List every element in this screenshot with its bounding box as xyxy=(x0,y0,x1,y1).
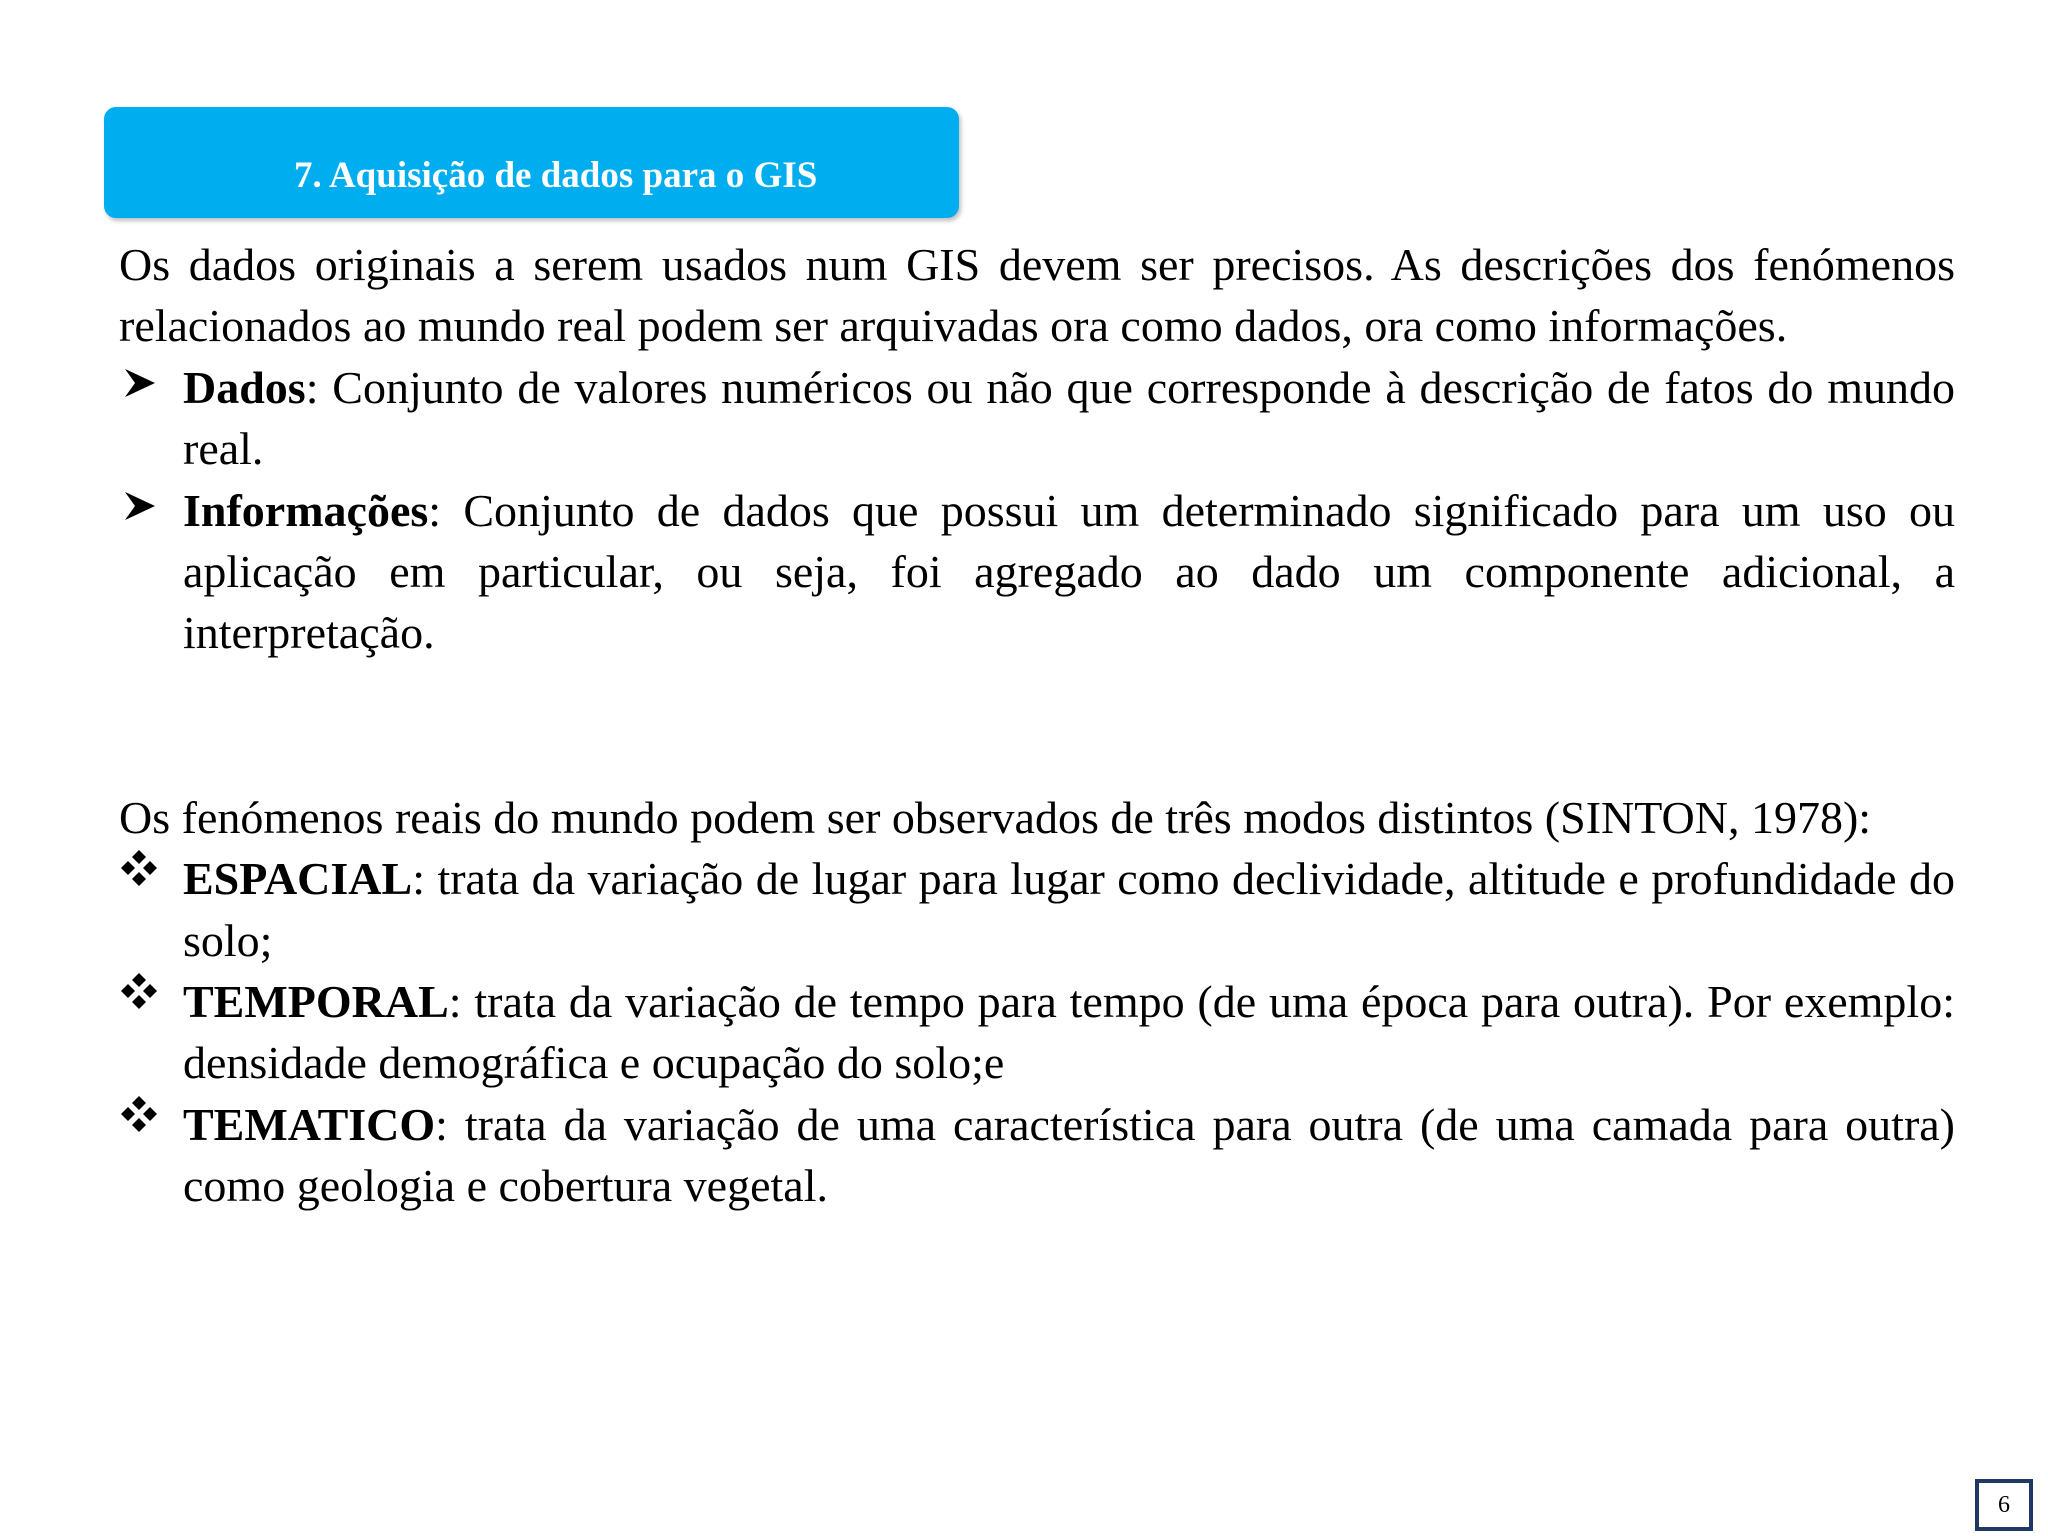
arrowhead-bullet-icon xyxy=(119,357,167,418)
mode-term: TEMPORAL xyxy=(183,976,449,1028)
four-diamond-bullet-icon xyxy=(119,848,167,909)
four-diamond-bullet-icon xyxy=(119,1094,167,1155)
definition-text: : Conjunto de dados que possui um determinado significado para um uso ou aplicação em particular, ou seja, foi agregado ao dado um componente adicional, a interpretação. xyxy=(183,484,1955,659)
mode-term: ESPACIAL xyxy=(183,853,413,905)
mode-text: : trata da variação de tempo para tempo (de uma época para outra). Por exemplo: densidade demográfica e ocupação do solo;e xyxy=(183,976,1955,1089)
mode-text: : trata da variação de lugar para lugar como declividade, altitude e profundidade do solo; xyxy=(183,853,1955,966)
mode-item-tematico xyxy=(119,1094,1955,1217)
arrowhead-bullet-icon xyxy=(119,480,167,541)
mode-term: TEMATICO xyxy=(183,1098,436,1150)
definition-term: Informações xyxy=(183,484,429,536)
definition-item-informacoes xyxy=(119,480,1955,664)
definition-term: Dados xyxy=(183,361,306,413)
section-title-banner xyxy=(104,107,959,218)
intro-paragraph: Os dados originais a serem usados num GIS devem ser precisos. As descrições dos fenómenos relacionados ao mundo real podem ser arquivadas ora como dados, ora como informações. xyxy=(119,239,1955,352)
spacer xyxy=(119,664,1955,787)
section-title: 7. Aquisição de dados para o GIS xyxy=(294,155,818,196)
second-paragraph: Os fenómenos reais do mundo podem ser observados de três modos distintos (SINTON, 1978): xyxy=(119,791,1872,843)
page-number: 6 xyxy=(1975,1479,2033,1531)
definition-item-dados xyxy=(119,357,1955,480)
mode-item-espacial xyxy=(119,848,1955,971)
mode-item-temporal xyxy=(119,971,1955,1094)
four-diamond-bullet-icon xyxy=(119,971,167,1032)
slide-content xyxy=(119,234,1955,1217)
definition-text: : Conjunto de valores numéricos ou não que corresponde à descrição de fatos do mundo real. xyxy=(183,361,1955,475)
mode-text: : trata da variação de uma característica para outra (de uma camada para outra) como geologia e cobertura vegetal. xyxy=(183,1098,1955,1212)
